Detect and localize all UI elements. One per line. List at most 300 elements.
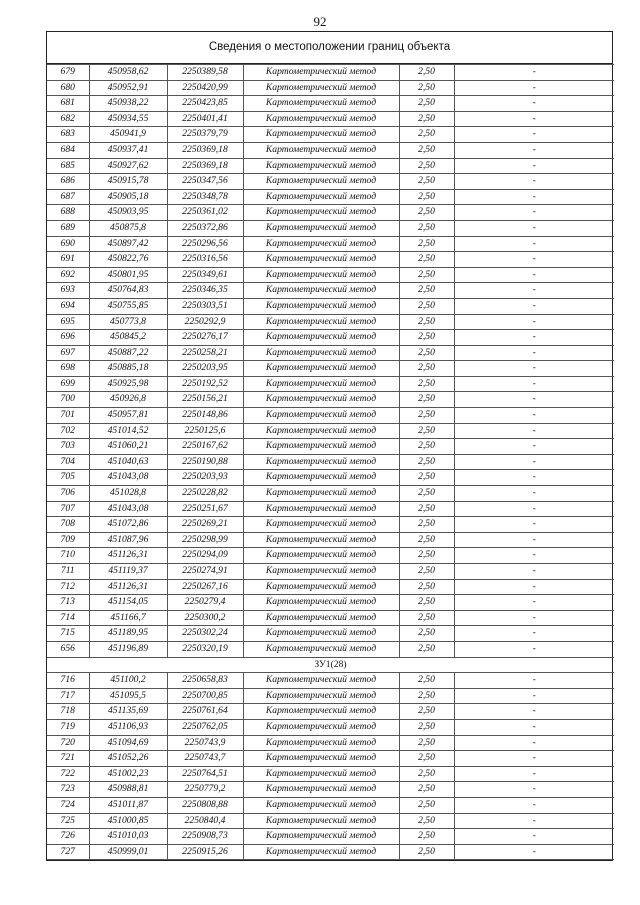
method-cell: Картометрический метод: [243, 361, 399, 377]
table-row: [47, 751, 614, 767]
y-coordinate-cell: 2250303,51: [167, 298, 243, 314]
x-coordinate-cell: 450925,98: [89, 376, 167, 392]
method-cell: Картометрический метод: [243, 65, 399, 81]
point-number-cell: 679: [47, 65, 89, 81]
y-coordinate-cell: 2250779,2: [167, 782, 243, 798]
y-coordinate-cell: 2250369,18: [167, 158, 243, 174]
y-coordinate-cell: 2250125,6: [167, 423, 243, 439]
method-cell: Картометрический метод: [243, 751, 399, 767]
description-cell: -: [454, 96, 614, 112]
y-coordinate-cell: 2250840,4: [167, 813, 243, 829]
description-cell: -: [454, 641, 614, 657]
y-coordinate-cell: 2250908,73: [167, 829, 243, 845]
x-coordinate-cell: 450875,8: [89, 220, 167, 236]
method-cell: Картометрический метод: [243, 844, 399, 860]
accuracy-cell: 2,50: [399, 641, 454, 657]
method-cell: Картометрический метод: [243, 797, 399, 813]
y-coordinate-cell: 2250148,86: [167, 408, 243, 424]
point-number-cell: 680: [47, 80, 89, 96]
description-cell: -: [454, 782, 614, 798]
description-cell: -: [454, 548, 614, 564]
y-coordinate-cell: 2250389,58: [167, 65, 243, 81]
y-coordinate-cell: 2250279,4: [167, 595, 243, 611]
y-coordinate-cell: 2250203,95: [167, 361, 243, 377]
description-cell: -: [454, 719, 614, 735]
point-number-cell: 692: [47, 267, 89, 283]
table-row: [47, 408, 614, 424]
point-number-cell: 702: [47, 423, 89, 439]
y-coordinate-cell: 2250420,99: [167, 80, 243, 96]
table-row: [47, 392, 614, 408]
description-cell: -: [454, 252, 614, 268]
accuracy-cell: 2,50: [399, 142, 454, 158]
sheet-title: Сведения о местоположении границ объекта: [47, 32, 612, 64]
y-coordinate-cell: 2250167,62: [167, 439, 243, 455]
description-cell: -: [454, 439, 614, 455]
description-cell: -: [454, 532, 614, 548]
point-number-cell: 688: [47, 205, 89, 221]
description-cell: -: [454, 813, 614, 829]
x-coordinate-cell: 451060,21: [89, 439, 167, 455]
accuracy-cell: 2,50: [399, 454, 454, 470]
method-cell: Картометрический метод: [243, 548, 399, 564]
x-coordinate-cell: 450934,55: [89, 111, 167, 127]
description-cell: -: [454, 189, 614, 205]
accuracy-cell: 2,50: [399, 844, 454, 860]
description-cell: -: [454, 65, 614, 81]
x-coordinate-cell: 451000,85: [89, 813, 167, 829]
point-number-cell: 698: [47, 361, 89, 377]
table-row: [47, 220, 614, 236]
coordinates-table-body: [47, 65, 614, 860]
y-coordinate-cell: 2250274,91: [167, 564, 243, 580]
point-number-cell: 715: [47, 626, 89, 642]
table-row: [47, 610, 614, 626]
y-coordinate-cell: 2250302,24: [167, 626, 243, 642]
accuracy-cell: 2,50: [399, 439, 454, 455]
point-number-cell: 685: [47, 158, 89, 174]
accuracy-cell: 2,50: [399, 330, 454, 346]
y-coordinate-cell: 2250348,78: [167, 189, 243, 205]
x-coordinate-cell: 450957,81: [89, 408, 167, 424]
accuracy-cell: 2,50: [399, 626, 454, 642]
table-row: [47, 158, 614, 174]
accuracy-cell: 2,50: [399, 392, 454, 408]
point-number-cell: 705: [47, 470, 89, 486]
y-coordinate-cell: 2250915,26: [167, 844, 243, 860]
table-row: [47, 189, 614, 205]
description-cell: -: [454, 408, 614, 424]
accuracy-cell: 2,50: [399, 704, 454, 720]
table-row: [47, 673, 614, 689]
point-number-cell: 686: [47, 174, 89, 190]
table-row: [47, 314, 614, 330]
accuracy-cell: 2,50: [399, 751, 454, 767]
description-cell: -: [454, 579, 614, 595]
point-number-cell: 709: [47, 532, 89, 548]
point-number-cell: 695: [47, 314, 89, 330]
description-cell: -: [454, 829, 614, 845]
table-row: [47, 548, 614, 564]
method-cell: Картометрический метод: [243, 80, 399, 96]
y-coordinate-cell: 2250762,05: [167, 719, 243, 735]
x-coordinate-cell: 450952,91: [89, 80, 167, 96]
y-coordinate-cell: 2250361,02: [167, 205, 243, 221]
point-number-cell: 693: [47, 283, 89, 299]
method-cell: Картометрический метод: [243, 564, 399, 580]
x-coordinate-cell: 450941,9: [89, 127, 167, 143]
x-coordinate-cell: 451011,87: [89, 797, 167, 813]
accuracy-cell: 2,50: [399, 797, 454, 813]
x-coordinate-cell: 451166,7: [89, 610, 167, 626]
y-coordinate-cell: 2250267,16: [167, 579, 243, 595]
y-coordinate-cell: 2250372,86: [167, 220, 243, 236]
y-coordinate-cell: 2250658,83: [167, 673, 243, 689]
y-coordinate-cell: 2250269,21: [167, 517, 243, 533]
method-cell: Картометрический метод: [243, 220, 399, 236]
accuracy-cell: 2,50: [399, 252, 454, 268]
y-coordinate-cell: 2250346,35: [167, 283, 243, 299]
method-cell: Картометрический метод: [243, 392, 399, 408]
point-number-cell: 681: [47, 96, 89, 112]
table-row: [47, 252, 614, 268]
description-cell: -: [454, 80, 614, 96]
point-number-cell: 701: [47, 408, 89, 424]
table-row: [47, 439, 614, 455]
method-cell: Картометрический метод: [243, 579, 399, 595]
description-cell: -: [454, 595, 614, 611]
y-coordinate-cell: 2250401,41: [167, 111, 243, 127]
x-coordinate-cell: 451106,93: [89, 719, 167, 735]
table-row: [47, 735, 614, 751]
y-coordinate-cell: 2250258,21: [167, 345, 243, 361]
accuracy-cell: 2,50: [399, 80, 454, 96]
subsection-heading: ЗУ1(28): [47, 657, 614, 673]
x-coordinate-cell: 450938,22: [89, 96, 167, 112]
point-number-cell: 725: [47, 813, 89, 829]
method-cell: Картометрический метод: [243, 735, 399, 751]
point-number-cell: 716: [47, 673, 89, 689]
x-coordinate-cell: 451028,8: [89, 486, 167, 502]
point-number-cell: 727: [47, 844, 89, 860]
point-number-cell: 724: [47, 797, 89, 813]
method-cell: Картометрический метод: [243, 267, 399, 283]
table-row: [47, 174, 614, 190]
y-coordinate-cell: 2250292,9: [167, 314, 243, 330]
x-coordinate-cell: 451087,96: [89, 532, 167, 548]
point-number-cell: 691: [47, 252, 89, 268]
table-row: [47, 454, 614, 470]
table-row: [47, 719, 614, 735]
table-row: [47, 376, 614, 392]
y-coordinate-cell: 2250192,52: [167, 376, 243, 392]
description-cell: -: [454, 735, 614, 751]
method-cell: Картометрический метод: [243, 688, 399, 704]
method-cell: Картометрический метод: [243, 782, 399, 798]
description-cell: -: [454, 392, 614, 408]
description-cell: -: [454, 267, 614, 283]
table-row: [47, 205, 614, 221]
table-row: [47, 595, 614, 611]
accuracy-cell: 2,50: [399, 361, 454, 377]
table-row: [47, 283, 614, 299]
x-coordinate-cell: 451135,69: [89, 704, 167, 720]
x-coordinate-cell: 450926,8: [89, 392, 167, 408]
x-coordinate-cell: 450764,83: [89, 283, 167, 299]
point-number-cell: 696: [47, 330, 89, 346]
y-coordinate-cell: 2250298,99: [167, 532, 243, 548]
description-cell: -: [454, 626, 614, 642]
point-number-cell: 721: [47, 751, 89, 767]
method-cell: Картометрический метод: [243, 829, 399, 845]
point-number-cell: 656: [47, 641, 89, 657]
accuracy-cell: 2,50: [399, 470, 454, 486]
x-coordinate-cell: 450927,62: [89, 158, 167, 174]
point-number-cell: 726: [47, 829, 89, 845]
description-cell: -: [454, 142, 614, 158]
method-cell: Картометрический метод: [243, 236, 399, 252]
point-number-cell: 708: [47, 517, 89, 533]
method-cell: Картометрический метод: [243, 517, 399, 533]
point-number-cell: 690: [47, 236, 89, 252]
accuracy-cell: 2,50: [399, 65, 454, 81]
x-coordinate-cell: 450999,01: [89, 844, 167, 860]
method-cell: Картометрический метод: [243, 298, 399, 314]
description-cell: -: [454, 797, 614, 813]
table-row: [47, 267, 614, 283]
table-row: [47, 517, 614, 533]
point-number-cell: 719: [47, 719, 89, 735]
description-cell: -: [454, 174, 614, 190]
method-cell: Картометрический метод: [243, 345, 399, 361]
description-cell: -: [454, 501, 614, 517]
x-coordinate-cell: 451010,03: [89, 829, 167, 845]
point-number-cell: 700: [47, 392, 89, 408]
coordinates-table: [47, 64, 614, 860]
y-coordinate-cell: 2250347,56: [167, 174, 243, 190]
point-number-cell: 723: [47, 782, 89, 798]
accuracy-cell: 2,50: [399, 486, 454, 502]
table-row: [47, 641, 614, 657]
accuracy-cell: 2,50: [399, 408, 454, 424]
description-cell: -: [454, 127, 614, 143]
method-cell: Картометрический метод: [243, 252, 399, 268]
method-cell: Картометрический метод: [243, 813, 399, 829]
point-number-cell: 722: [47, 766, 89, 782]
table-row: [47, 65, 614, 81]
description-cell: -: [454, 283, 614, 299]
method-cell: Картометрический метод: [243, 766, 399, 782]
x-coordinate-cell: 450958,62: [89, 65, 167, 81]
x-coordinate-cell: 451040,63: [89, 454, 167, 470]
description-cell: -: [454, 423, 614, 439]
description-cell: -: [454, 564, 614, 580]
table-row: [47, 330, 614, 346]
accuracy-cell: 2,50: [399, 423, 454, 439]
table-row: [47, 423, 614, 439]
accuracy-cell: 2,50: [399, 111, 454, 127]
table-row: [47, 298, 614, 314]
method-cell: Картометрический метод: [243, 595, 399, 611]
description-cell: -: [454, 298, 614, 314]
y-coordinate-cell: 2250294,09: [167, 548, 243, 564]
description-cell: -: [454, 361, 614, 377]
method-cell: Картометрический метод: [243, 174, 399, 190]
accuracy-cell: 2,50: [399, 283, 454, 299]
x-coordinate-cell: 450937,41: [89, 142, 167, 158]
x-coordinate-cell: 450773,8: [89, 314, 167, 330]
table-row: [47, 813, 614, 829]
accuracy-cell: 2,50: [399, 345, 454, 361]
y-coordinate-cell: 2250276,17: [167, 330, 243, 346]
x-coordinate-cell: 451014,52: [89, 423, 167, 439]
method-cell: Картометрический метод: [243, 142, 399, 158]
x-coordinate-cell: 450897,42: [89, 236, 167, 252]
table-row: [47, 345, 614, 361]
y-coordinate-cell: 2250300,2: [167, 610, 243, 626]
description-cell: -: [454, 704, 614, 720]
point-number-cell: 713: [47, 595, 89, 611]
point-number-cell: 699: [47, 376, 89, 392]
accuracy-cell: 2,50: [399, 517, 454, 533]
description-cell: -: [454, 673, 614, 689]
method-cell: Картометрический метод: [243, 189, 399, 205]
x-coordinate-cell: 450885,18: [89, 361, 167, 377]
description-cell: -: [454, 236, 614, 252]
point-number-cell: 694: [47, 298, 89, 314]
accuracy-cell: 2,50: [399, 96, 454, 112]
x-coordinate-cell: 451189,95: [89, 626, 167, 642]
method-cell: Картометрический метод: [243, 532, 399, 548]
method-cell: Картометрический метод: [243, 719, 399, 735]
method-cell: Картометрический метод: [243, 283, 399, 299]
table-row: [47, 111, 614, 127]
accuracy-cell: 2,50: [399, 735, 454, 751]
page-number: 92: [313, 14, 327, 29]
y-coordinate-cell: 2250764,51: [167, 766, 243, 782]
y-coordinate-cell: 2250761,64: [167, 704, 243, 720]
method-cell: Картометрический метод: [243, 205, 399, 221]
method-cell: Картометрический метод: [243, 501, 399, 517]
method-cell: Картометрический метод: [243, 127, 399, 143]
method-cell: Картометрический метод: [243, 673, 399, 689]
x-coordinate-cell: 451043,08: [89, 470, 167, 486]
x-coordinate-cell: 451094,69: [89, 735, 167, 751]
x-coordinate-cell: 451154,05: [89, 595, 167, 611]
accuracy-cell: 2,50: [399, 610, 454, 626]
accuracy-cell: 2,50: [399, 595, 454, 611]
y-coordinate-cell: 2250190,88: [167, 454, 243, 470]
description-cell: -: [454, 376, 614, 392]
y-coordinate-cell: 2250296,56: [167, 236, 243, 252]
x-coordinate-cell: 450822,76: [89, 252, 167, 268]
method-cell: Картометрический метод: [243, 408, 399, 424]
table-row: [47, 127, 614, 143]
description-cell: -: [454, 517, 614, 533]
accuracy-cell: 2,50: [399, 220, 454, 236]
description-cell: -: [454, 766, 614, 782]
point-number-cell: 710: [47, 548, 89, 564]
description-cell: -: [454, 205, 614, 221]
table-row: [47, 236, 614, 252]
accuracy-cell: 2,50: [399, 174, 454, 190]
table-row: [47, 704, 614, 720]
description-cell: -: [454, 751, 614, 767]
accuracy-cell: 2,50: [399, 298, 454, 314]
x-coordinate-cell: 451095,5: [89, 688, 167, 704]
accuracy-cell: 2,50: [399, 205, 454, 221]
y-coordinate-cell: 2250743,7: [167, 751, 243, 767]
y-coordinate-cell: 2250156,21: [167, 392, 243, 408]
accuracy-cell: 2,50: [399, 158, 454, 174]
description-cell: -: [454, 345, 614, 361]
coordinates-sheet: [46, 31, 613, 861]
accuracy-cell: 2,50: [399, 829, 454, 845]
point-number-cell: 687: [47, 189, 89, 205]
method-cell: Картометрический метод: [243, 376, 399, 392]
point-number-cell: 683: [47, 127, 89, 143]
table-row: [47, 688, 614, 704]
accuracy-cell: 2,50: [399, 673, 454, 689]
table-row: [47, 797, 614, 813]
accuracy-cell: 2,50: [399, 501, 454, 517]
point-number-cell: 697: [47, 345, 89, 361]
table-row: [47, 470, 614, 486]
table-row: [47, 844, 614, 860]
method-cell: Картометрический метод: [243, 454, 399, 470]
accuracy-cell: 2,50: [399, 267, 454, 283]
table-row: [47, 96, 614, 112]
table-row: [47, 564, 614, 580]
y-coordinate-cell: 2250379,79: [167, 127, 243, 143]
x-coordinate-cell: 450903,95: [89, 205, 167, 221]
y-coordinate-cell: 2250369,18: [167, 142, 243, 158]
y-coordinate-cell: 2250316,56: [167, 252, 243, 268]
description-cell: -: [454, 314, 614, 330]
description-cell: -: [454, 688, 614, 704]
x-coordinate-cell: 450988,81: [89, 782, 167, 798]
method-cell: Картометрический метод: [243, 470, 399, 486]
point-number-cell: 684: [47, 142, 89, 158]
point-number-cell: 706: [47, 486, 89, 502]
description-cell: -: [454, 486, 614, 502]
accuracy-cell: 2,50: [399, 688, 454, 704]
y-coordinate-cell: 2250423,85: [167, 96, 243, 112]
y-coordinate-cell: 2250203,93: [167, 470, 243, 486]
point-number-cell: 717: [47, 688, 89, 704]
x-coordinate-cell: 450755,85: [89, 298, 167, 314]
table-row: [47, 361, 614, 377]
method-cell: Картометрический метод: [243, 111, 399, 127]
description-cell: -: [454, 158, 614, 174]
method-cell: Картометрический метод: [243, 96, 399, 112]
x-coordinate-cell: 451043,08: [89, 501, 167, 517]
point-number-cell: 682: [47, 111, 89, 127]
x-coordinate-cell: 451119,37: [89, 564, 167, 580]
point-number-cell: 714: [47, 610, 89, 626]
x-coordinate-cell: 450801,95: [89, 267, 167, 283]
method-cell: Картометрический метод: [243, 314, 399, 330]
y-coordinate-cell: 2250700,85: [167, 688, 243, 704]
accuracy-cell: 2,50: [399, 532, 454, 548]
accuracy-cell: 2,50: [399, 127, 454, 143]
x-coordinate-cell: 451072,86: [89, 517, 167, 533]
method-cell: Картометрический метод: [243, 486, 399, 502]
y-coordinate-cell: 2250808,88: [167, 797, 243, 813]
table-row: [47, 829, 614, 845]
accuracy-cell: 2,50: [399, 579, 454, 595]
description-cell: -: [454, 220, 614, 236]
